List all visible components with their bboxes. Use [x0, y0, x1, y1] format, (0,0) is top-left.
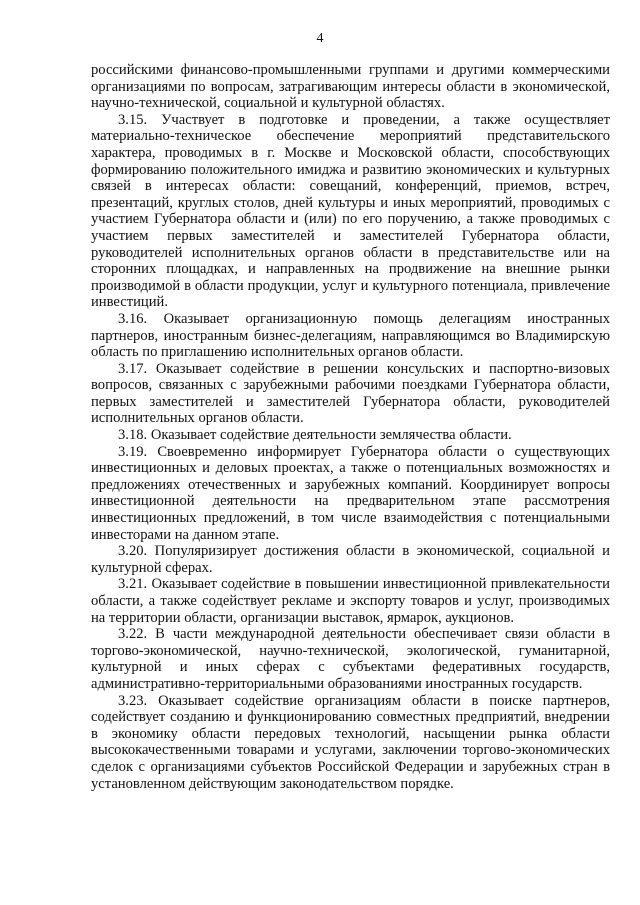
paragraph-3-20: 3.20. Популяризирует достижения области в экономической, социальной и культурной сферах.	[91, 543, 610, 576]
paragraph-3-23: 3.23. Оказывает содействие организациям области в поиске партнеров, содействует созданию и функционированию совместных предприятий, внедрении в экономику области передовых технологий, насыщении рынка области высококачественными товарами и услугами, заключении торгово-экономических сделок с организациями субъектов Российской Федерации и зарубежных стран в установленном действующим законодательством порядке.	[91, 692, 610, 792]
paragraph-3-16: 3.16. Оказывает организационную помощь делегациям иностранных партнеров, иностранным бизнес-делегациям, направляющимся во Владимирскую область по приглашению исполнительных органов области.	[91, 310, 610, 361]
paragraph-3-19: 3.19. Своевременно информирует Губернатора области о существующих инвестиционных и деловых проектах, а также о потенциальных возможностях и предложениях отечественных и зарубежных компаний. Координирует вопросы инвестиционной деятельности на предварительном этапе рассмотрения инвестиционных предложений, в том числе взаимодействия с потенциальными инвесторами на данном этапе.	[91, 443, 610, 543]
paragraph-continuation: российскими финансово-промышленными группами и другими коммерческими организациями по вопросам, затрагивающим интересы области в экономической, научно-технической, социальной и культурной областях.	[91, 62, 610, 112]
paragraph-3-21: 3.21. Оказывает содействие в повышении инвестиционной привлекательности области, а также содействует рекламе и экспорту товаров и услуг, производимых на территории области, организации выставок, ярмарок, аукционов.	[91, 576, 610, 626]
page-number: 4	[316, 31, 324, 46]
paragraph-3-15: 3.15. Участвует в подготовке и проведении, а также осуществляет материально-техническое обеспечение мероприятий представительского характера, проводимых в г. Москве и Московской области, способствующих формированию положительного имиджа и развитию экономических и культурных связей в интересах области: совещаний, конференций, приемов, встреч, презентаций, круглых столов, дней культуры и иных мероприятий, проводимых с участием Губернатора области и (или) по его поручению, а также проводимых с участием первых заместителей и заместителей Губернатора области, руководителей исполнительных органов области в представительстве или на сторонних площадках, и направленных на продвижение на внешние рынки производимой в области продукции, услуг и культурного потенциала, привлечение инвестиций.	[91, 111, 610, 311]
document-body	[91, 62, 610, 792]
paragraph-3-18: 3.18. Оказывает содействие деятельности землячества области.	[118, 427, 512, 444]
paragraph-3-22: 3.22. В части международной деятельности обеспечивает связи области в торгово-экономической, научно-технической, экологической, гуманитарной, культурной и иных сферах с субъектами федеративных государств, административно-территориальными образованиями иностранных государств.	[91, 626, 610, 692]
paragraph-3-17: 3.17. Оказывает содействие в решении консульских и паспортно-визовых вопросов, связанных с зарубежными рабочими поездками Губернатора области, первых заместителей и заместителей Губернатора области, руководителей исполнительных органов области.	[91, 360, 610, 427]
